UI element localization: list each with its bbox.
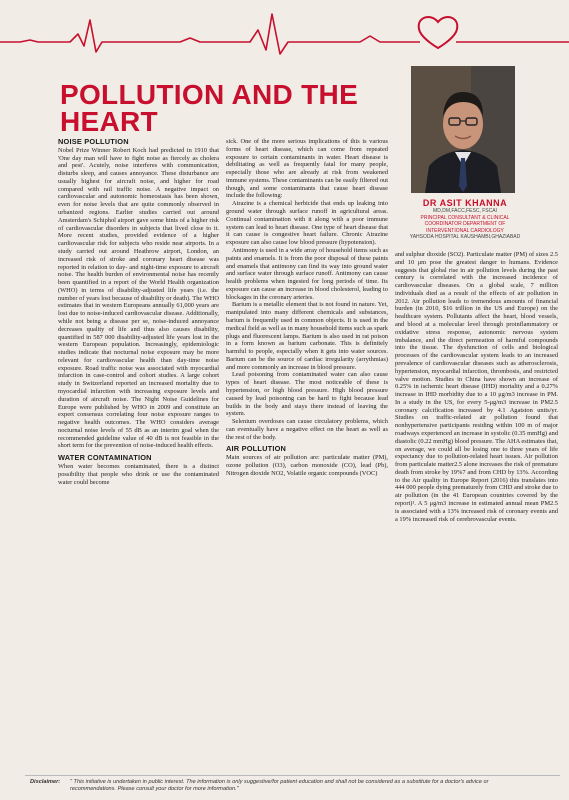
barium-paragraph: Barium is a metallic element that is not found in nature. Yet, manipulated into many different chemicals and substances, barium is frequently used in common objects. It is used in the medical field as well as in many household items such as spark plugs and fluorescent lamps. Barium is also used in rat poison in a form known as barium carbonate. This is definitely harmful to people, especially when it gets into water sources. Barium can be the source of cardiac irregularity (arrythmias) and more commonly an increase in blood pressure. (226, 301, 388, 371)
section-heading-air: AIR POLLUTION (226, 444, 287, 454)
air-paragraph: Main sources of air pollution are: particulate matter (PM), ozone pollution (O3), carbon monoxide (CO), lead (Pb), Nitrogen dioxide NO2, Volatile organic compounds (VOC) (226, 454, 388, 477)
water-continued-paragraph: sick. One of the more serious implications of this is various forms of heart disease, which can come from repeated exposure to certain contaminants in water. Heart disease is debilitating as well as frequently fatal for many people, especially those who are already at risk from weakened immune systems. These contaminants can be easily filtered out though, and some contaminants that cause heart disease include the following: (226, 138, 388, 200)
water-paragraph: When water becomes contaminated, there is a distinct possibility that people who drink or use the contaminated water could become (58, 463, 219, 486)
doctor-photo (411, 66, 515, 193)
doctor-role-line-1: PRINCIPAL CONSULTANT & CLINICAL (420, 214, 510, 221)
antimony-paragraph: Antimony is used in a wide array of household items such as paints and enamels. It is from the poor disposal of these paints and enamels that antimony can find its way into ground water and surface water through surface runoff. Antimony can cause health problems when ingested for long periods of time. Its exposure can cause an increase in blood cholesterol, leading to blockages in the coronary arteries. (226, 246, 388, 301)
footer-divider (25, 775, 560, 776)
article-column-3 (395, 251, 558, 771)
disclaimer-label: Disclaimer: (30, 779, 61, 785)
air-continued-paragraph: and sulphur dioxide (SO2). Particulate matter (PM) of sizes 2.5 and 10 μm pose the greatest danger to humans. Evidence suggests that global rise in air pollution levels during the past century is correlated with the increased incidence of cardiovascular diseases. On a global scale, 7 million individuals died as a result of the effects of air pollution in 2012. Air pollution leads to tremendous amounts of financial burden (in 2010, $16 trillion in the US and Europe) on the healthcare system. Pollutants affect the heart, blood vessels, and blood at a molecular level through proinflammatory or oxidative stress response, autonomic nervous system imbalance, and the direct permeation of harmful compounds into the tissue. The dysfunction of cells and biological processes of the cardiovascular system leads to an increased prevalence of cardiovascular diseases such as atherosclerosis, hypertension, myocardial infarction, thrombosis, and restricted valve motion. Studies in China have shown an increase of 0.25% in ischemic heart disease (IHD) mortality and a 0.27% increase in IHD morbidity due to a 10 μg/m3 increase in PM. In a study in the US, for every 5-μg/m3 increase in PM2.5 coronary calcification increased by 4.1 Agatston units/yr. Studies on traffic-related air pollution found that nonhypertensive participants residing within 100 m of major roadways experienced an increase in systolic (0.35 mmHg) and diastolic (0.22 mmHg) blood pressure. The AHA estimates that, on average, we could all be losing one to three years of life expectancy due to pollution-related heart issues. Air pollution from particulate matter2.5 alone increases the risk of premature death from stroke by 19%7 and from CHD by 13%. According to the Air quality in Europe Report (2016) this translates into 444 000 people dying prematurely from CHD and stroke due to air pollution (in the 41 European countries covered by the report)¹. A 5 μg/m3 increase in estimated annual mean PM2.5 is associated with a 13% increased risk of coronary events and a 19% increased risk of cerebrovascular events. (395, 251, 558, 523)
article-column-2 (226, 138, 388, 770)
disclaimer-text: " This initiative is undertaken in public interest. The information is only suggestive/for patient education and shall not be considered as a substitute for a doctor's advice or recommendations. Please consult your doctor for more information." (70, 779, 489, 792)
doctor-credits (392, 198, 538, 241)
section-heading-noise: NOISE POLLUTION (58, 138, 129, 146)
atrazine-paragraph: Atrazine is a chemical herbicide that ends up leaking into ground water through surface runoff in agricultural areas. Continual contamination with it along with a poor immune system can lead to heart disease. One type of heart disease that it can cause is congestive heart failure. Chronic Atrazine exposure can also cause low blood pressure (hypotension). (226, 200, 388, 247)
article-title: POLLUTION AND THE HEART (60, 79, 359, 137)
doctor-role-line-2: COORDINATOR DEPARTMENT OF (424, 221, 506, 228)
selenium-paragraph: Selenium overdoses can cause circulatory problems, which can eventually have a negative effect on the heart as well as the rest of the body. (226, 418, 388, 441)
doctor-hospital: YAHSODA HOSPITAL KAUSHAMBI,GHAZIABAD (409, 234, 521, 241)
doctor-name: DR ASIT KHANNA (422, 198, 508, 208)
heartbeat-line-icon (0, 0, 569, 60)
article-column-1 (58, 138, 219, 774)
section-heading-water: WATER CONTAMINATION (58, 453, 152, 463)
noise-paragraph: Nobel Prize Winner Robert Koch had predicted in 1910 that 'One day man will have to fight noise as fiercely as cholera and pest'. Acutely, noise interferes with communication, disturbs sleep, and causes annoyance. These disturbance are usually highest for aircraft noise, and higher for road compared with rail traffic noise. A negative impact on cardiovascular and autonomic homeostasis has been shown, even for noise levels that are quite commonly observed in urbanized regions. Earlier studies carried out around Amsterdam's Schiphol airport gave some hints of a higher risk of cardiovascular disorders in subjects that lived close to it. More recent studies, provided evidence of a higher cardiovascular risk for subjects who reside near airports. In a study carried out around Heathrow airport, London, an increased risk of stroke and coronary heart disease was reported in relation to day- and night-time exposure to aircraft noise. The health burden of environmental noise has recently been quantified in a report of the World Health organization (WHO) in terms of disability-adjusted life years (i.e. the number of years lost because of disability or death). The WHO estimates that in western Europeans annually 61,000 years are lost due to noise-induced cardiovascular disease. Additionally, while not being a disease per se, noise-induced annoyance decreases quality of life and thus also causes disability, quantified in 587 000 disability-adjusted life years lost in the western European population. Increasingly, epidemiologic studies indicate that nocturnal noise exposure may be more relevant for cardiovascular health than day-time noise exposure. Road traffic noise was associated with myocardial infarction in case-control and cohort studies. A large cohort study in Switzerland reported an increased mortality due to myocardial infarction with increasing exposure levels and duration of aircraft noise. The Night Noise Guidelines for Europe were published by WHO in 2009 and constitute an expert consensus correlating four noise exposure ranges to negative health outcomes. The WHO considers average nocturnal noise levels of 55 dB as an interim goal when the recommended guideline value of 40 dB is not feasible in the short term for the prevention of noise-induced health effects. (58, 146, 219, 450)
doctor-role-line-3: INTERVENTIONAL CARDIOLOGY (426, 227, 504, 234)
doctor-credentials: MD,DM,FACC,FESC, FSCAI (433, 208, 497, 214)
lead-paragraph: Lead poisoning from contaminated water can also cause types of heart disease. The most noticeable of these is hypertension, or high blood pressure. High blood pressure caused by lead poisoning can be hard to fight because lead builds in the body and stays there instead of leaving the system. (226, 371, 388, 418)
